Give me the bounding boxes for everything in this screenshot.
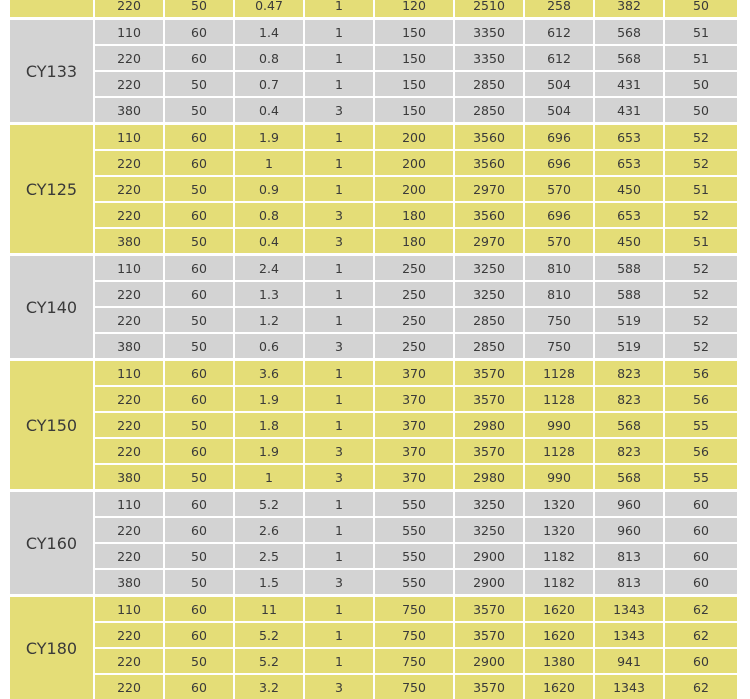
noise-cell: 51 (665, 229, 737, 253)
phase-cell: 3 (305, 465, 373, 489)
voltage-cell: 220 (95, 387, 163, 411)
phase-cell: 3 (305, 570, 373, 594)
phase-cell: 1 (305, 72, 373, 96)
voltage-cell: 220 (95, 544, 163, 568)
current-cell: 3.6 (235, 361, 303, 385)
speed-cell: 2850 (455, 72, 523, 96)
speed-cell: 3560 (455, 125, 523, 149)
speed-cell: 2900 (455, 570, 523, 594)
noise-cell: 51 (665, 46, 737, 70)
airflow-cell: 504 (525, 72, 593, 96)
frequency-cell: 60 (165, 675, 233, 699)
voltage-cell: 220 (95, 623, 163, 647)
frequency-cell: 50 (165, 334, 233, 358)
model-name-cell: CY140 (10, 256, 93, 358)
phase-cell: 1 (305, 649, 373, 673)
airflow-cell: 810 (525, 256, 593, 280)
airflow-cell: 570 (525, 177, 593, 201)
current-cell: 0.9 (235, 177, 303, 201)
airflow-cell: 696 (525, 203, 593, 227)
voltage-cell: 220 (95, 282, 163, 306)
power-cell: 250 (375, 256, 453, 280)
model-name-cell: CY125 (10, 125, 93, 253)
frequency-cell: 50 (165, 0, 233, 17)
speed-cell: 3570 (455, 361, 523, 385)
voltage-cell: 220 (95, 203, 163, 227)
frequency-cell: 50 (165, 98, 233, 122)
static-pressure-cell: 1343 (595, 675, 663, 699)
airflow-cell: 1320 (525, 518, 593, 542)
noise-cell: 55 (665, 465, 737, 489)
current-cell: 0.6 (235, 334, 303, 358)
power-cell: 370 (375, 439, 453, 463)
phase-cell: 1 (305, 361, 373, 385)
frequency-cell: 60 (165, 597, 233, 621)
noise-cell: 52 (665, 334, 737, 358)
speed-cell: 3570 (455, 675, 523, 699)
power-cell: 750 (375, 649, 453, 673)
static-pressure-cell: 941 (595, 649, 663, 673)
noise-cell: 60 (665, 649, 737, 673)
voltage-cell: 220 (95, 46, 163, 70)
phase-cell: 1 (305, 20, 373, 44)
frequency-cell: 60 (165, 125, 233, 149)
frequency-cell: 50 (165, 544, 233, 568)
phase-cell: 1 (305, 0, 373, 17)
voltage-cell: 220 (95, 439, 163, 463)
static-pressure-cell: 568 (595, 413, 663, 437)
phase-cell: 1 (305, 308, 373, 332)
static-pressure-cell: 960 (595, 492, 663, 516)
speed-cell: 3350 (455, 20, 523, 44)
static-pressure-cell: 450 (595, 229, 663, 253)
voltage-cell: 380 (95, 229, 163, 253)
noise-cell: 51 (665, 177, 737, 201)
voltage-cell: 220 (95, 675, 163, 699)
noise-cell: 62 (665, 623, 737, 647)
static-pressure-cell: 1343 (595, 597, 663, 621)
voltage-cell: 110 (95, 361, 163, 385)
noise-cell: 56 (665, 361, 737, 385)
current-cell: 0.4 (235, 98, 303, 122)
airflow-cell: 504 (525, 98, 593, 122)
noise-cell: 62 (665, 675, 737, 699)
frequency-cell: 60 (165, 151, 233, 175)
frequency-cell: 60 (165, 20, 233, 44)
power-cell: 150 (375, 46, 453, 70)
noise-cell: 56 (665, 439, 737, 463)
airflow-cell: 1620 (525, 675, 593, 699)
noise-cell: 50 (665, 0, 737, 17)
frequency-cell: 60 (165, 256, 233, 280)
current-cell: 5.2 (235, 649, 303, 673)
airflow-cell: 1182 (525, 544, 593, 568)
static-pressure-cell: 568 (595, 465, 663, 489)
airflow-cell: 1128 (525, 387, 593, 411)
power-cell: 250 (375, 334, 453, 358)
frequency-cell: 60 (165, 282, 233, 306)
frequency-cell: 60 (165, 46, 233, 70)
airflow-cell: 1182 (525, 570, 593, 594)
static-pressure-cell: 653 (595, 203, 663, 227)
noise-cell: 60 (665, 570, 737, 594)
phase-cell: 3 (305, 334, 373, 358)
phase-cell: 3 (305, 229, 373, 253)
voltage-cell: 380 (95, 465, 163, 489)
speed-cell: 2510 (455, 0, 523, 17)
frequency-cell: 50 (165, 649, 233, 673)
static-pressure-cell: 813 (595, 570, 663, 594)
power-cell: 200 (375, 151, 453, 175)
static-pressure-cell: 960 (595, 518, 663, 542)
speed-cell: 3570 (455, 387, 523, 411)
airflow-cell: 612 (525, 20, 593, 44)
voltage-cell: 220 (95, 649, 163, 673)
phase-cell: 1 (305, 177, 373, 201)
phase-cell: 1 (305, 544, 373, 568)
airflow-cell: 810 (525, 282, 593, 306)
airflow-cell: 1380 (525, 649, 593, 673)
phase-cell: 1 (305, 282, 373, 306)
model-name-cell: CY133 (10, 20, 93, 122)
current-cell: 0.7 (235, 72, 303, 96)
speed-cell: 2850 (455, 98, 523, 122)
power-cell: 180 (375, 203, 453, 227)
noise-cell: 52 (665, 282, 737, 306)
frequency-cell: 50 (165, 72, 233, 96)
phase-cell: 1 (305, 413, 373, 437)
noise-cell: 51 (665, 20, 737, 44)
airflow-cell: 990 (525, 413, 593, 437)
power-cell: 550 (375, 518, 453, 542)
static-pressure-cell: 1343 (595, 623, 663, 647)
airflow-cell: 1620 (525, 597, 593, 621)
speed-cell: 3570 (455, 597, 523, 621)
current-cell: 1.5 (235, 570, 303, 594)
current-cell: 5.2 (235, 623, 303, 647)
speed-cell: 3560 (455, 203, 523, 227)
current-cell: 1.9 (235, 125, 303, 149)
frequency-cell: 60 (165, 203, 233, 227)
noise-cell: 62 (665, 597, 737, 621)
power-cell: 370 (375, 413, 453, 437)
model-name-cell: CY160 (10, 492, 93, 594)
current-cell: 1.2 (235, 308, 303, 332)
phase-cell: 1 (305, 597, 373, 621)
voltage-cell: 220 (95, 413, 163, 437)
static-pressure-cell: 823 (595, 439, 663, 463)
speed-cell: 3570 (455, 623, 523, 647)
voltage-cell: 220 (95, 177, 163, 201)
current-cell: 1.9 (235, 439, 303, 463)
airflow-cell: 570 (525, 229, 593, 253)
noise-cell: 52 (665, 308, 737, 332)
power-cell: 750 (375, 597, 453, 621)
voltage-cell: 110 (95, 492, 163, 516)
phase-cell: 3 (305, 439, 373, 463)
frequency-cell: 60 (165, 361, 233, 385)
speed-cell: 2900 (455, 544, 523, 568)
current-cell: 1.3 (235, 282, 303, 306)
speed-cell: 3250 (455, 518, 523, 542)
current-cell: 0.47 (235, 0, 303, 17)
phase-cell: 1 (305, 46, 373, 70)
noise-cell: 56 (665, 387, 737, 411)
frequency-cell: 60 (165, 387, 233, 411)
static-pressure-cell: 823 (595, 361, 663, 385)
power-cell: 250 (375, 282, 453, 306)
power-cell: 250 (375, 308, 453, 332)
noise-cell: 50 (665, 72, 737, 96)
speed-cell: 3250 (455, 256, 523, 280)
static-pressure-cell: 653 (595, 151, 663, 175)
power-cell: 750 (375, 675, 453, 699)
current-cell: 1.9 (235, 387, 303, 411)
voltage-cell: 380 (95, 334, 163, 358)
static-pressure-cell: 431 (595, 72, 663, 96)
voltage-cell: 110 (95, 125, 163, 149)
current-cell: 0.8 (235, 203, 303, 227)
speed-cell: 3570 (455, 439, 523, 463)
speed-cell: 3250 (455, 492, 523, 516)
speed-cell: 2970 (455, 229, 523, 253)
current-cell: 3.2 (235, 675, 303, 699)
frequency-cell: 50 (165, 177, 233, 201)
noise-cell: 52 (665, 151, 737, 175)
current-cell: 5.2 (235, 492, 303, 516)
noise-cell: 52 (665, 256, 737, 280)
voltage-cell: 220 (95, 0, 163, 17)
static-pressure-cell: 588 (595, 256, 663, 280)
model-name-cell: CY150 (10, 361, 93, 489)
voltage-cell: 220 (95, 72, 163, 96)
phase-cell: 1 (305, 387, 373, 411)
current-cell: 2.4 (235, 256, 303, 280)
static-pressure-cell: 519 (595, 308, 663, 332)
frequency-cell: 60 (165, 492, 233, 516)
airflow-cell: 750 (525, 308, 593, 332)
current-cell: 0.8 (235, 46, 303, 70)
power-cell: 120 (375, 0, 453, 17)
model-name-cell (10, 0, 93, 17)
noise-cell: 60 (665, 492, 737, 516)
frequency-cell: 50 (165, 465, 233, 489)
frequency-cell: 50 (165, 570, 233, 594)
voltage-cell: 220 (95, 518, 163, 542)
model-name-cell: CY180 (10, 597, 93, 699)
static-pressure-cell: 431 (595, 98, 663, 122)
noise-cell: 55 (665, 413, 737, 437)
current-cell: 11 (235, 597, 303, 621)
airflow-cell: 258 (525, 0, 593, 17)
phase-cell: 3 (305, 675, 373, 699)
voltage-cell: 380 (95, 570, 163, 594)
noise-cell: 50 (665, 98, 737, 122)
frequency-cell: 60 (165, 439, 233, 463)
power-cell: 180 (375, 229, 453, 253)
speed-cell: 2980 (455, 413, 523, 437)
frequency-cell: 60 (165, 623, 233, 647)
static-pressure-cell: 450 (595, 177, 663, 201)
phase-cell: 1 (305, 125, 373, 149)
voltage-cell: 110 (95, 256, 163, 280)
noise-cell: 52 (665, 125, 737, 149)
speed-cell: 3250 (455, 282, 523, 306)
power-cell: 200 (375, 125, 453, 149)
phase-cell: 1 (305, 256, 373, 280)
current-cell: 1.4 (235, 20, 303, 44)
phase-cell: 1 (305, 518, 373, 542)
frequency-cell: 50 (165, 413, 233, 437)
power-cell: 370 (375, 465, 453, 489)
static-pressure-cell: 568 (595, 20, 663, 44)
speed-cell: 2900 (455, 649, 523, 673)
airflow-cell: 1320 (525, 492, 593, 516)
noise-cell: 52 (665, 203, 737, 227)
airflow-cell: 990 (525, 465, 593, 489)
static-pressure-cell: 653 (595, 125, 663, 149)
speed-cell: 3560 (455, 151, 523, 175)
airflow-cell: 1128 (525, 361, 593, 385)
power-cell: 200 (375, 177, 453, 201)
static-pressure-cell: 519 (595, 334, 663, 358)
current-cell: 2.6 (235, 518, 303, 542)
current-cell: 2.5 (235, 544, 303, 568)
speed-cell: 3350 (455, 46, 523, 70)
power-cell: 550 (375, 492, 453, 516)
airflow-cell: 696 (525, 151, 593, 175)
voltage-cell: 110 (95, 20, 163, 44)
static-pressure-cell: 588 (595, 282, 663, 306)
airflow-cell: 1620 (525, 623, 593, 647)
speed-cell: 2850 (455, 334, 523, 358)
static-pressure-cell: 813 (595, 544, 663, 568)
airflow-cell: 1128 (525, 439, 593, 463)
voltage-cell: 220 (95, 308, 163, 332)
static-pressure-cell: 823 (595, 387, 663, 411)
voltage-cell: 220 (95, 151, 163, 175)
phase-cell: 3 (305, 98, 373, 122)
power-cell: 550 (375, 544, 453, 568)
frequency-cell: 50 (165, 229, 233, 253)
speed-cell: 2970 (455, 177, 523, 201)
voltage-cell: 380 (95, 98, 163, 122)
power-cell: 550 (375, 570, 453, 594)
speed-cell: 2850 (455, 308, 523, 332)
phase-cell: 1 (305, 151, 373, 175)
phase-cell: 1 (305, 492, 373, 516)
current-cell: 1 (235, 151, 303, 175)
phase-cell: 3 (305, 203, 373, 227)
noise-cell: 60 (665, 518, 737, 542)
airflow-cell: 696 (525, 125, 593, 149)
current-cell: 1 (235, 465, 303, 489)
power-cell: 150 (375, 72, 453, 96)
voltage-cell: 110 (95, 597, 163, 621)
phase-cell: 1 (305, 623, 373, 647)
current-cell: 0.4 (235, 229, 303, 253)
static-pressure-cell: 382 (595, 0, 663, 17)
power-cell: 370 (375, 361, 453, 385)
current-cell: 1.8 (235, 413, 303, 437)
speed-cell: 2980 (455, 465, 523, 489)
static-pressure-cell: 568 (595, 46, 663, 70)
power-cell: 370 (375, 387, 453, 411)
frequency-cell: 50 (165, 308, 233, 332)
airflow-cell: 612 (525, 46, 593, 70)
power-cell: 750 (375, 623, 453, 647)
power-cell: 150 (375, 98, 453, 122)
airflow-cell: 750 (525, 334, 593, 358)
noise-cell: 60 (665, 544, 737, 568)
frequency-cell: 60 (165, 518, 233, 542)
power-cell: 150 (375, 20, 453, 44)
